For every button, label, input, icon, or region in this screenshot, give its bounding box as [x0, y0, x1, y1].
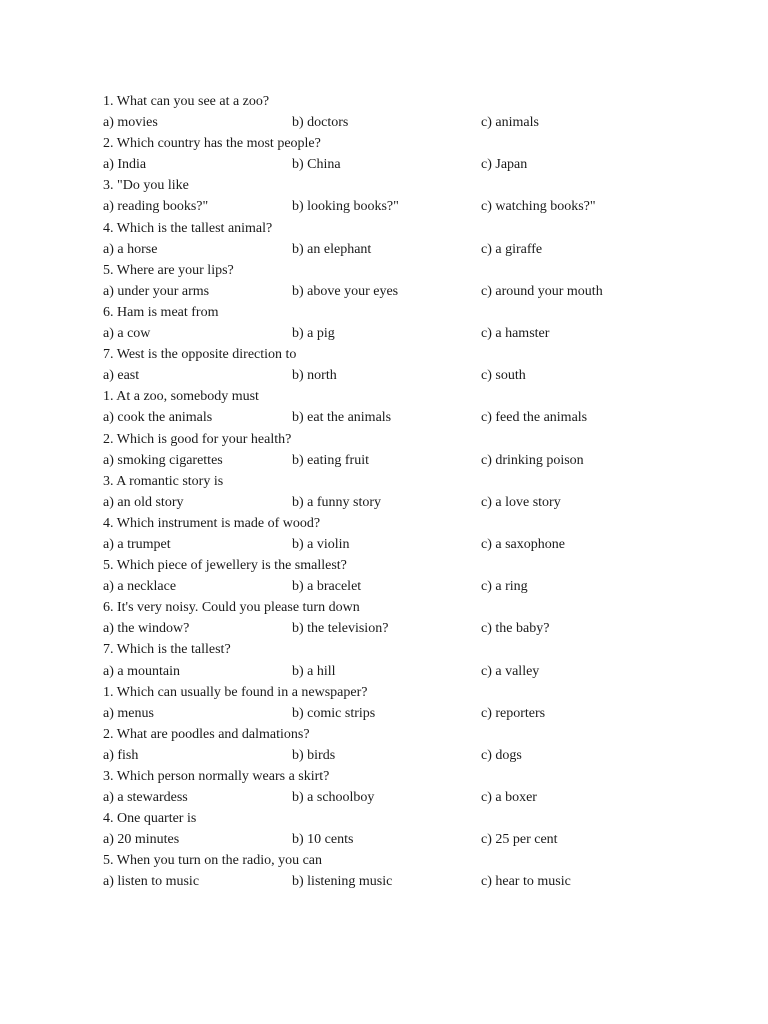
question-text: 3. A romantic story is [103, 473, 224, 489]
answer-option-c: c) hear to music [481, 874, 571, 890]
answer-option-b: b) listening music [292, 874, 393, 890]
question-text: 7. West is the opposite direction to [103, 347, 297, 363]
answer-option-c: c) a giraffe [481, 241, 543, 257]
answer-options-row [103, 112, 723, 133]
answer-option-c: c) reporters [481, 705, 546, 721]
answer-option-b: b) an elephant [292, 241, 372, 257]
question-text: 3. Which person normally wears a skirt? [103, 769, 330, 784]
answer-option-a: a) a cow [103, 326, 151, 342]
answer-option-a: a) cook the animals [103, 410, 213, 426]
answer-option-a: a) smoking cigarettes [103, 452, 223, 468]
answer-option-c: c) dogs [481, 747, 522, 763]
question-text: 5. Which piece of jewellery is the smallest? [103, 558, 347, 574]
answer-options-row [103, 239, 723, 260]
question-text: 4. One quarter is [103, 811, 197, 827]
answer-options-row [103, 492, 723, 513]
question-text: 1. Which can usually be found in a newspaper? [103, 684, 368, 700]
answer-options-row [103, 196, 723, 217]
answer-option-a: a) a necklace [103, 579, 177, 595]
answer-option-a: a) movies [103, 115, 158, 131]
answer-option-b: b) comic strips [292, 705, 376, 721]
answer-option-b: b) above your eyes [292, 283, 399, 299]
answer-option-c: c) a valley [481, 663, 540, 679]
answer-option-b: b) north [292, 368, 337, 384]
answer-options-row [103, 576, 723, 597]
answer-option-a: a) India [103, 157, 147, 173]
answer-option-c: c) a hamster [481, 326, 550, 342]
quiz-document [103, 91, 723, 893]
answer-option-a: a) fish [103, 747, 139, 763]
question-text: 2. What are poodles and dalmations? [103, 726, 310, 742]
answer-options-row [103, 154, 723, 175]
answer-option-a: a) menus [103, 705, 154, 721]
question-text: 5. When you turn on the radio, you can [103, 853, 323, 869]
answer-option-a: a) east [103, 368, 140, 384]
question-text: 3. "Do you like [103, 178, 189, 194]
answer-option-a: a) reading books?" [103, 199, 209, 215]
answer-option-a: a) 20 minutes [103, 832, 180, 848]
question-text: 2. Which country has the most people? [103, 136, 321, 152]
question-text: 6. It's very noisy. Could you please turn down [103, 600, 360, 616]
question-text: 4. Which is the tallest animal? [103, 220, 273, 236]
answer-option-c: c) around your mouth [481, 283, 603, 299]
answer-option-b: b) the television? [292, 621, 389, 637]
answer-options-row [103, 787, 723, 808]
answer-options-row [103, 745, 723, 766]
answer-option-c: c) 25 per cent [481, 832, 558, 848]
answer-option-b: b) a bracelet [292, 579, 362, 595]
answer-options-row [103, 281, 723, 302]
answer-options-row [103, 829, 723, 850]
question-text: 7. Which is the tallest? [103, 642, 231, 658]
answer-option-c: c) animals [481, 115, 539, 131]
answer-options-row [103, 703, 723, 724]
answer-option-b: b) a schoolboy [292, 790, 375, 806]
answer-option-b: b) doctors [292, 115, 349, 131]
answer-option-a: a) listen to music [103, 874, 200, 890]
answer-option-a: a) a horse [103, 241, 158, 257]
answer-option-c: c) a love story [481, 494, 561, 510]
answer-option-a: a) a mountain [103, 663, 180, 679]
answer-options-row [103, 450, 723, 471]
answer-option-c: c) drinking poison [481, 452, 584, 468]
answer-options-row [103, 661, 723, 682]
answer-option-b: b) looking books?" [292, 199, 399, 215]
question-text: 5. Where are your lips? [103, 262, 234, 278]
answer-options-row [103, 365, 723, 386]
answer-options-row [103, 871, 723, 892]
answer-options-row [103, 407, 723, 428]
answer-option-a: a) a trumpet [103, 536, 171, 552]
question-text: 1. What can you see at a zoo? [103, 94, 270, 109]
answer-option-b: b) eat the animals [292, 410, 392, 426]
answer-option-a: a) under your arms [103, 283, 210, 299]
answer-option-b: b) a violin [292, 536, 350, 552]
answer-option-c: c) a ring [481, 579, 528, 595]
answer-option-a: a) a stewardess [103, 790, 188, 806]
answer-option-b: b) a hill [292, 663, 336, 679]
answer-option-a: a) the window? [103, 621, 190, 637]
answer-option-c: c) Japan [481, 157, 528, 173]
answer-option-c: c) watching books?" [481, 199, 596, 215]
answer-option-b: b) 10 cents [292, 832, 354, 848]
answer-option-b: b) a pig [292, 326, 335, 342]
answer-option-c: c) feed the animals [481, 410, 588, 426]
answer-option-c: c) the baby? [481, 621, 550, 637]
answer-option-c: c) south [481, 368, 526, 384]
question-text: 2. Which is good for your health? [103, 431, 292, 447]
answer-option-a: a) an old story [103, 494, 184, 510]
question-text: 1. At a zoo, somebody must [103, 389, 259, 405]
answer-option-b: b) China [292, 157, 341, 173]
answer-option-b: b) birds [292, 747, 336, 763]
answer-option-b: b) eating fruit [292, 452, 369, 468]
question-text: 6. Ham is meat from [103, 304, 219, 320]
answer-option-c: c) a saxophone [481, 536, 565, 552]
answer-option-c: c) a boxer [481, 790, 537, 806]
question-text: 4. Which instrument is made of wood? [103, 515, 321, 531]
answer-options-row [103, 323, 723, 344]
answer-option-b: b) a funny story [292, 494, 382, 510]
answer-options-row [103, 618, 723, 639]
answer-options-row [103, 534, 723, 555]
